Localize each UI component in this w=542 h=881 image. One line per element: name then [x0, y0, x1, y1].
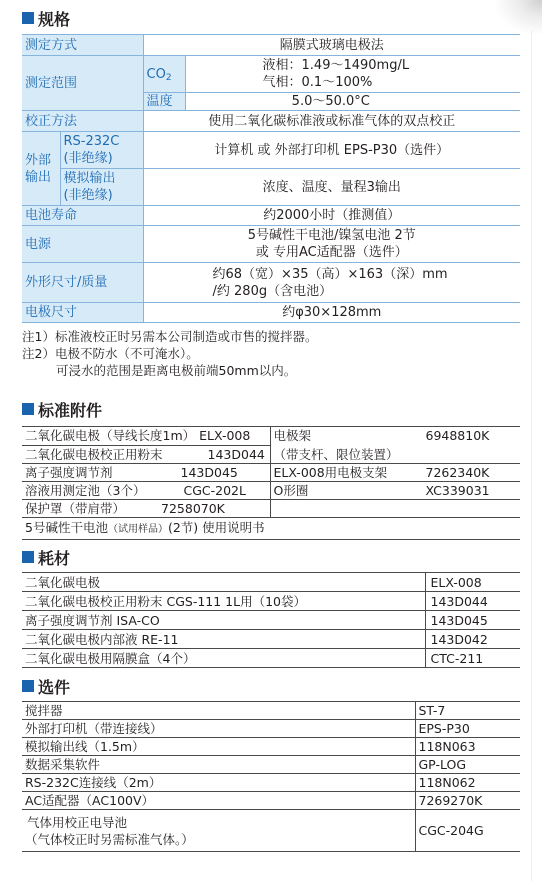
spec-row-output-analog: [22, 169, 520, 206]
item-name: 二氧化碳电极（导线长度1m）: [25, 428, 196, 444]
page-edge-line: [531, 30, 532, 881]
table-row: [22, 573, 520, 592]
item-name: 二氧化碳电极校正用粉末: [25, 446, 163, 462]
accessory-item: [270, 427, 520, 464]
spec-table: [22, 34, 520, 323]
accessory-item: [22, 445, 270, 464]
note-line: 注2）电极不防水（不可淹水）。: [22, 346, 199, 361]
spec-row-range-co2: [22, 56, 520, 93]
spec-sublabel-co2: [143, 56, 185, 93]
section-title-text: 规格: [38, 9, 71, 29]
item-code: GP-LOG: [415, 756, 520, 774]
item-name: 数据采集软件: [22, 756, 415, 774]
note-line: 可浸水的范围是距离电极前端50mm以内。: [56, 363, 297, 378]
section-title-spec: [22, 8, 70, 28]
item-code: 7269270K: [415, 792, 520, 810]
section-title-text: 标准附件: [38, 400, 103, 420]
spec-value: 使用二氧化碳标准液或标准气体的双点校正: [143, 111, 520, 132]
item-name: 5号碱性干电池: [25, 520, 108, 535]
section-title-consumables: [22, 547, 70, 567]
item-name: 模拟输出线（1.5m）: [22, 738, 415, 756]
item-code: CGC-204G: [415, 810, 520, 852]
dimension-line: /约 280g（含电池）: [212, 283, 333, 299]
item-name: 搅拌器: [22, 702, 415, 720]
table-row: [22, 630, 520, 649]
item-name: 外部打印机（带连接线）: [22, 720, 415, 738]
item-code: 143D044: [425, 592, 520, 611]
item-name: (2节) 使用说明书: [167, 520, 265, 535]
table-row: [22, 592, 520, 611]
item-code: XC339031: [425, 483, 490, 498]
accessory-line: [274, 427, 521, 444]
co2-subscript: 2: [165, 72, 172, 83]
accessory-item: [22, 518, 520, 540]
item-code: ELX-008: [199, 428, 251, 444]
item-code: CGC-202L: [183, 483, 246, 498]
item-name: 溶液用测定池（3个）: [25, 483, 146, 498]
notes: [22, 328, 317, 379]
spec-value: 浓度、温度、量程3输出: [143, 169, 520, 206]
spec-label: 测定范围: [22, 56, 143, 111]
accessory-item: [270, 464, 520, 482]
spec-row-output-rs232: [22, 132, 520, 169]
item-name: 保护罩（带肩带）: [25, 501, 126, 516]
spec-sublabel-rs232: [60, 132, 143, 169]
item-name: RS-232C连接线（2m）: [22, 774, 415, 792]
table-row: [22, 482, 520, 500]
co2-label: CO: [146, 66, 166, 82]
item-name: 二氧化碳电极用隔膜盒（4个）: [22, 649, 425, 668]
accessory-item: [22, 464, 270, 482]
square-bullet-icon: [22, 551, 34, 563]
section-title-options: [22, 676, 70, 696]
item-code: 7258070K: [161, 501, 225, 516]
analog-label: 模拟输出: [63, 171, 116, 186]
options-table: [22, 701, 520, 852]
item-code: 6948810K: [425, 428, 490, 443]
accessories-table: [22, 426, 520, 540]
table-row: [22, 611, 520, 630]
spec-label: 电池寿命: [22, 206, 143, 226]
accessory-line: [274, 482, 521, 499]
table-row: [22, 464, 520, 482]
consumables-table: [22, 572, 520, 668]
item-name: 离子强度调节剂 ISA-CO: [22, 611, 425, 630]
spec-row-calibration: [22, 111, 520, 132]
spec-value: 约2000小时（推测值）: [143, 206, 520, 226]
table-row: [22, 738, 520, 756]
spec-row-electrode: [22, 303, 520, 323]
output-label-line: 外部: [25, 152, 52, 168]
table-row: [22, 702, 520, 720]
spec-label: 电源: [22, 226, 143, 263]
table-row: [22, 756, 520, 774]
item-name-line: （气体校正时另需标准气体。）: [25, 831, 194, 847]
item-name: 二氧化碳电极内部液 RE-11: [22, 630, 425, 649]
spec-value: 隔膜式玻璃电极法: [143, 35, 520, 56]
table-row: [22, 720, 520, 738]
item-code: 143D044: [207, 446, 265, 462]
item-name-line: 气体用校正电导池: [27, 814, 128, 830]
table-row: [22, 500, 520, 518]
accessory-empty-cell: [270, 500, 520, 518]
spec-sublabel-temp: 温度: [143, 93, 185, 111]
item-name: 二氧化碳电极校正用粉末 CGS-111 1L用（10袋）: [22, 592, 425, 611]
table-row: [22, 427, 520, 446]
item-name: 二氧化碳电极: [22, 573, 425, 592]
spec-row-power: [22, 226, 520, 263]
item-name: 电极架: [273, 428, 312, 443]
accessory-line: [274, 464, 521, 481]
item-code: 143D042: [425, 630, 520, 649]
item-note: （带支杆、限位装置）: [273, 447, 399, 462]
section-title-text: 耗材: [38, 548, 71, 568]
table-row: [22, 792, 520, 810]
spec-value: [185, 56, 520, 93]
range-liquid: 液相：1.49～1490mg/L: [262, 58, 410, 73]
dimension-line: 约68（宽）×35（高）×163（深）mm: [212, 266, 448, 282]
item-name: 离子强度调节剂: [25, 465, 113, 480]
item-code: ST-7: [415, 702, 520, 720]
accessory-item: [22, 482, 270, 500]
spec-row-method: [22, 35, 520, 56]
spec-value: [143, 226, 520, 263]
item-code: CTC-211: [425, 649, 520, 668]
item-code: 118N062: [415, 774, 520, 792]
table-row: [22, 774, 520, 792]
spec-value: 计算机 或 外部打印机 EPS-P30（选件）: [143, 132, 520, 169]
square-bullet-icon: [22, 680, 34, 692]
rs232-note: (非绝缘): [63, 151, 113, 166]
power-line: 或 专用AC适配器（选件）: [255, 245, 408, 260]
item-code: ELX-008: [425, 573, 520, 592]
spec-value: 5.0～50.0°C: [185, 93, 520, 111]
output-label-line: 输出: [25, 169, 52, 185]
item-code: 118N063: [415, 738, 520, 756]
rs232-label: RS-232C: [63, 134, 120, 149]
item-code: 143D045: [180, 465, 238, 480]
spec-row-dimensions: [22, 263, 520, 303]
item-name: AC适配器（AC100V）: [22, 792, 415, 810]
spec-label: 校正方法: [22, 111, 143, 132]
spec-label-output: [22, 132, 60, 206]
square-bullet-icon: [22, 403, 34, 415]
item-name: ELX-008用电极支架: [273, 465, 388, 480]
spec-label: 外形尺寸/质量: [22, 263, 143, 303]
section-title-text: 选件: [38, 677, 71, 697]
accessory-item: [22, 427, 270, 446]
item-code: 143D045: [425, 611, 520, 630]
item-code: 7262340K: [425, 465, 490, 480]
item-note: （试用样品）: [107, 524, 168, 535]
range-gas: 气相：0.1～100%: [262, 75, 373, 90]
analog-note: (非绝缘): [63, 188, 113, 203]
item-code: EPS-P30: [415, 720, 520, 738]
spec-label: 电极尺寸: [22, 303, 143, 323]
spec-row-battery: [22, 206, 520, 226]
item-name: O形圈: [273, 483, 309, 498]
table-row: [22, 518, 520, 540]
table-row: [22, 649, 520, 668]
spec-value: [143, 263, 520, 303]
power-line: 5号碱性干电池/镍氢电池 2节: [247, 228, 416, 243]
square-bullet-icon: [22, 12, 34, 24]
note-line: 注1）标准液校正时另需本公司制造或市售的搅拌器。: [22, 329, 318, 344]
accessory-item: [270, 482, 520, 500]
section-title-accessories: [22, 399, 102, 419]
item-name: [22, 810, 415, 852]
spec-sublabel-analog: [60, 169, 143, 206]
spec-value: 约φ30×128mm: [143, 303, 520, 323]
accessory-line: [274, 446, 521, 463]
spec-label: 测定方式: [22, 35, 143, 56]
page-corner-shadow: [496, 0, 542, 34]
table-row: [22, 810, 520, 852]
accessory-item: [22, 500, 270, 518]
